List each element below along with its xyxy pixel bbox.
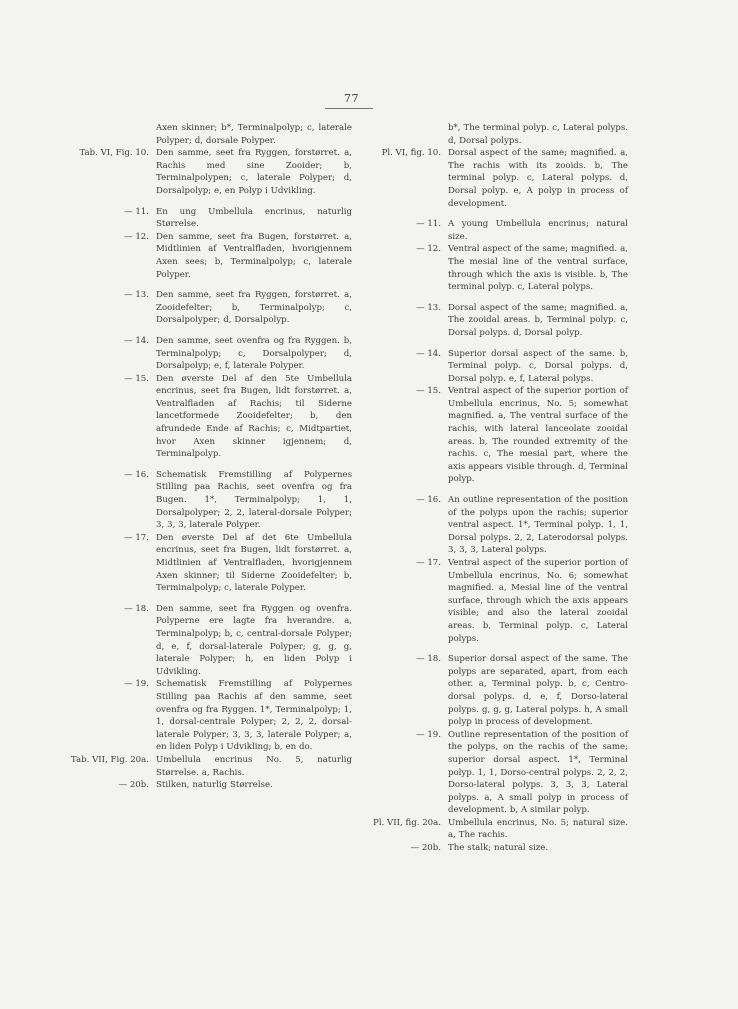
entry-spacer: [62, 461, 352, 469]
danish-entry: [62, 231, 352, 281]
entry-spacer: [362, 645, 628, 653]
english-entry: [362, 729, 628, 817]
danish-entry-label: Tab. VII, Fig. 20a.: [70, 754, 149, 765]
danish-entry: [62, 754, 352, 779]
english-entry-text: A young Umbellula encrinus; natural size.: [448, 219, 628, 242]
english-entry-label: — 19.: [416, 729, 441, 740]
english-entry-label: Pl. VII, fig. 20a.: [373, 817, 441, 828]
english-entry: [362, 243, 628, 293]
danish-entry-label: — 14.: [124, 335, 149, 346]
danish-entry-label: — 19.: [124, 679, 149, 690]
danish-entry: [62, 335, 352, 373]
danish-entry: [62, 603, 352, 679]
english-entry-text: Dorsal aspect of the same; magnified. a, The rachis with its zooids. b, The terminal polyp. c, Lateral polyps. d, Dorsal polyp. e, A polyp in process of development.: [448, 148, 628, 209]
english-entry-text: Outline representation of the position of the polyps, on the rachis of the same; superior dorsal aspect. 1*, Terminal polyp. 1, 1, Dorso-central polyps. 2, 2, 2, Dorso-lateral polyps. 3, 3, 3, Lateral polyps. a, A small polyp in process of development. b, A similar polyp.: [448, 729, 628, 816]
danish-entry: [62, 122, 352, 147]
danish-entry-text: Den samme, seet fra Ryggen og ovenfra. Polyperne ere lagte fra hverandre. a, Terminalpolyp; b, c, central-dorsale Polyper; d, e, f, dorsal-laterale Polyper; g, g, g, laterale Polyper; h, en liden Polyp i Udvikling.: [156, 603, 352, 677]
danish-entry: [62, 532, 352, 595]
danish-entry-text: Den samme, seet fra Ryggen, forstørret. a, Rachis med sine Zooider; b, Terminalpolypen; c, laterale Polyper; d, Dorsalpolyp; e, en Polyp i Udvikling.: [156, 148, 352, 196]
danish-entry-text: Axen skinner; b*, Terminalpolyp; c, laterale Polyper; d, dorsale Polyper.: [156, 123, 352, 146]
english-column: [362, 122, 628, 855]
english-entry: [362, 557, 628, 645]
english-entry: [362, 494, 628, 557]
danish-entry-label: — 13.: [124, 290, 149, 301]
english-entry: [362, 842, 628, 855]
danish-entry-text: Umbellula encrinus No. 5, naturlig Størrelse. a, Rachis.: [156, 754, 352, 778]
entry-spacer: [62, 281, 352, 289]
english-entry-text: Superior dorsal aspect of the same. The polyps are separated, apart, from each other. a, Terminal polyp. b, c, Centro-dorsal polyps. d, e, f, Dorso-lateral polyps. g, g, g, Lateral polyps. h, A small polyp in process of development.: [448, 654, 628, 728]
english-entry-label: — 15.: [416, 386, 441, 397]
english-entry-label: — 12.: [416, 244, 441, 255]
danish-entry-label: — 12.: [124, 231, 149, 242]
english-entry-text: Ventral aspect of the same; magnified. a, The mesial line of the ventral surface, through which the axis is visible. b, The terminal polyp. c, Lateral polyps.: [448, 244, 628, 293]
english-entry: [362, 817, 628, 842]
danish-entry-text: Schematisk Fremstilling af Polypernes Stilling paa Rachis, seet ovenfra og fra Bugen. 1*, Terminalpolyp; 1, 1, Dorsalpolyper; 2, 2, lateral-dorsale Polyper; 3, 3, 3, laterale Polyper.: [156, 469, 352, 531]
english-entry-label: — 11.: [416, 219, 441, 230]
danish-entry: [62, 289, 352, 327]
english-entry-label: — 14.: [416, 348, 441, 359]
english-entry-text: An outline representation of the position of the polyps upon the rachis; superior ventral aspect. 1*, Terminal polyp. 1, 1, Dorsal polyps. 2, 2, Laterodorsal polyps. 3, 3, 3, Lateral polyps.: [448, 495, 628, 556]
danish-entry-text: En ung Umbellula encrinus, naturlig Størrelse.: [156, 206, 352, 230]
danish-entry: [62, 469, 352, 532]
english-entry-label: — 18.: [416, 654, 441, 665]
english-entry: [362, 385, 628, 486]
english-entry-text: Dorsal aspect of the same; magnified. a, The zooidal areas. b, Terminal polyp. c, Dorsal polyps. d, Dorsal polyp.: [448, 302, 628, 338]
english-entry-text: b*, The terminal polyp. c, Lateral polyps. d, Dorsal polyps.: [448, 123, 628, 146]
danish-entry-label: Tab. VI, Fig. 10.: [79, 148, 149, 159]
danish-entry-label: — 17.: [124, 532, 149, 543]
english-entry: [362, 147, 628, 210]
danish-entry-text: Den øverste Del af det 6te Umbellula encrinus, seet fra Bugen, lidt forstørret. a, Midtlinien af Ventralfladen, hvorigjennem Axen skinner; til Siderne Zooidefelter; b, Terminalpolyp; c, laterale Polyper.: [156, 532, 352, 594]
entry-spacer: [62, 595, 352, 603]
danish-entry-label: — 18.: [124, 603, 149, 614]
danish-column: [62, 122, 352, 792]
danish-entry: [62, 147, 352, 197]
entry-spacer: [362, 340, 628, 348]
danish-entry: [62, 779, 352, 792]
entry-spacer: [362, 486, 628, 494]
english-entry-text: Superior dorsal aspect of the same. b, Terminal polyp. c, Dorsal polyps. d, Dorsal polyp. e, f, Lateral polyps.: [448, 348, 628, 384]
english-entry: [362, 218, 628, 243]
english-entry-label: — 20b.: [410, 843, 441, 854]
danish-entry-text: Den samme, seet ovenfra og fra Ryggen. b, Terminalpolyp; c, Dorsalpolyper; d, Dorsalpolyp; e, f, laterale Polyper.: [156, 335, 352, 372]
english-entry-text: Umbellula encrinus, No. 5; natural size. a, The rachis.: [448, 817, 628, 841]
english-entry-label: — 17.: [416, 558, 441, 568]
danish-entry: [62, 206, 352, 231]
danish-entry: [62, 678, 352, 754]
danish-entry-text: Den samme, seet fra Ryggen, forstørret. a, Zooidefelter; b, Terminalpolyp; c, Dorsalpolyper; d, Dorsalpolyp.: [156, 290, 352, 326]
english-entry-label: — 13.: [416, 302, 441, 313]
entry-spacer: [362, 294, 628, 302]
english-entry-text: Ventral aspect of the superior portion of Umbellula encrinus, No. 5; somewhat magnified. a, The ventral surface of the rachis, with lateral lanceolate zooidal areas. b, The rounded extremity of the rachis. c, The mesial part, where the axis appears visible through. d, Terminal polyp.: [448, 386, 628, 485]
danish-entry-text: Schematisk Fremstilling af Polypernes Stilling paa Rachis af den samme, seet ovenfra og fra Ryggen. 1*, Terminalpolyp; 1, 1, dorsal-centrale Polyper; 2, 2, 2, dorsal-laterale Polyper; 3, 3, 3, laterale Polyper; a, en liden Polyp i Udvikling; b, en do.: [156, 679, 352, 753]
danish-entry-label: — 15.: [124, 373, 149, 384]
english-entry: [362, 348, 628, 386]
danish-entry-text: Den øverste Del af den 5te Umbellula encrinus, seet fra Bugen, lidt forstørret. a, Ventralfladen af Rachis; til Siderne lancetformede Zooidefelter; b, den afrundede Ende af Rachis; c, Midtpartiet, hvor Axen skinner igjennem; d, Terminalpolyp.: [156, 373, 352, 460]
english-entry: [362, 302, 628, 340]
page-number: 77: [344, 92, 359, 105]
entry-spacer: [62, 327, 352, 335]
danish-entry-label: — 11.: [124, 206, 149, 217]
danish-entry: [62, 373, 352, 461]
entry-spacer: [62, 198, 352, 206]
english-entry: [362, 653, 628, 729]
english-entry-text: Ventral aspect of the superior portion of Umbellula encrinus, No. 6; somewhat magnified. a, Mesial line of the ventral surface, through which the axis appears visible; and also the lateral zooidal areas. b, Terminal polyp. c, Lateral polyps.: [448, 558, 628, 644]
danish-entry-text: Den samme, seet fra Bugen, forstørret. a, Midtlinien af Ventralfladen, hvorigjennem Axen sees; b, Terminalpolyp; c, laterale Polyper.: [156, 231, 352, 280]
english-entry-label: — 16.: [416, 495, 441, 506]
english-entry: [362, 122, 628, 147]
danish-entry-text: Stilken, naturlig Størrelse.: [156, 780, 273, 791]
english-entry-label: Pl. VI, fig. 10.: [381, 148, 441, 159]
page-number-rule: [325, 108, 373, 109]
danish-entry-label: — 20b.: [118, 780, 149, 791]
entry-spacer: [362, 210, 628, 218]
english-entry-text: The stalk; natural size.: [448, 843, 549, 854]
danish-entry-label: — 16.: [124, 469, 149, 480]
